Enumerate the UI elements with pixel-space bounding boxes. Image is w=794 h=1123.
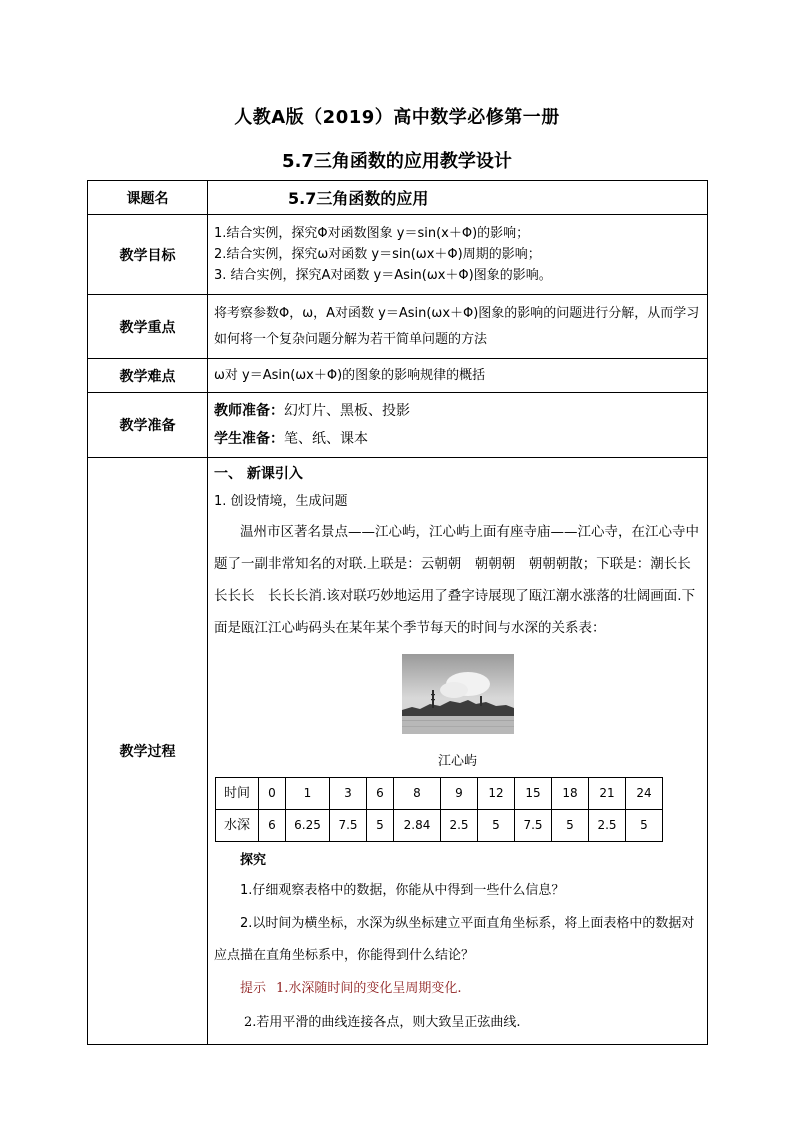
teacher-prep-text: 幻灯片、黑板、投影	[284, 403, 410, 419]
student-prep-text: 笔、纸、课本	[284, 431, 368, 447]
time-cell: 6	[367, 778, 394, 810]
goal-item: 1.结合实例，探究Φ对函数图象 y＝sin(x＋Φ)的影响；	[214, 226, 530, 241]
row-label-time: 时间	[216, 778, 259, 810]
difficulty-text: ω对 y＝Asin(ωx＋Φ)的图象的影响规律的概括	[214, 368, 486, 383]
focus-cell	[208, 295, 708, 359]
depth-cell: 2.5	[441, 810, 478, 842]
explore-title: 探究	[240, 853, 267, 868]
row-focus	[88, 295, 708, 359]
difficulty-cell	[208, 359, 708, 393]
row-label-depth: 水深	[216, 810, 259, 842]
document-subtitle: 5.7三角函数的应用教学设计	[282, 151, 512, 172]
prep-cell	[208, 393, 708, 458]
time-cell: 3	[330, 778, 367, 810]
intro-paragraph: 温州市区著名景点——江心屿，江心屿上面有座寺庙——江心寺，在江心寺中题了一副非常知名的对联.上联是：云朝朝 朝朝朝 朝朝朝散；下联是：潮长长 长长长 长长长消.该对联巧妙地运用了叠字诗展现了瓯江潮水涨落的壮阔画面.下面是瓯江江心屿码头在某年某个季节每天的时间与水深的关系表：	[214, 524, 705, 636]
row-topic	[88, 181, 708, 215]
depth-cell: 5	[367, 810, 394, 842]
topic-cell	[208, 181, 708, 215]
depth-cell: 5	[552, 810, 589, 842]
student-prep	[214, 425, 701, 453]
teacher-prep	[214, 397, 701, 425]
label-process: 教学过程	[88, 458, 208, 1045]
time-cell: 1	[286, 778, 330, 810]
hint-line-1	[214, 972, 701, 1006]
row-prep	[88, 393, 708, 458]
time-cell: 18	[552, 778, 589, 810]
photo-caption: 江心屿	[437, 754, 477, 769]
jiangxin-island-photo	[402, 654, 514, 734]
time-cell: 9	[441, 778, 478, 810]
water-depth-table	[215, 777, 663, 842]
lesson-plan-table	[87, 180, 708, 1045]
time-cell: 15	[515, 778, 552, 810]
hint-2: 2.若用平滑的曲线连接各点，则大致呈正弦曲线.	[244, 1015, 521, 1030]
depth-cell: 5	[478, 810, 515, 842]
depth-cell: 7.5	[330, 810, 367, 842]
process-cell	[208, 458, 708, 1045]
time-cell: 24	[626, 778, 663, 810]
label-focus: 教学重点	[88, 295, 208, 359]
photo-container	[214, 654, 701, 742]
step-heading: 1. 创设情境，生成问题	[214, 494, 348, 509]
row-process	[88, 458, 708, 1045]
label-prep: 教学准备	[88, 393, 208, 458]
depth-cell: 7.5	[515, 810, 552, 842]
goal-item: 2.结合实例，探究ω对函数 y＝sin(ωx＋Φ)周期的影响；	[214, 247, 541, 262]
section-heading: 一、 新课引入	[214, 466, 303, 482]
student-prep-label: 学生准备：	[214, 431, 284, 447]
teacher-prep-label: 教师准备：	[214, 403, 284, 419]
time-cell: 0	[259, 778, 286, 810]
time-cell: 8	[394, 778, 441, 810]
label-difficulty: 教学难点	[88, 359, 208, 393]
goal-item: 3. 结合实例，探究A对函数 y＝Asin(ωx＋Φ)图象的影响。	[214, 268, 552, 283]
goals-cell	[208, 215, 708, 295]
depth-cell: 5	[626, 810, 663, 842]
depth-cell: 6.25	[286, 810, 330, 842]
focus-text: 将考察参数Φ，ω，A对函数 y＝Asin(ωx＋Φ)图象的影响的问题进行分解，从而学习如何将一个复杂问题分解为若干简单问题的方法	[214, 305, 700, 347]
row-difficulty	[88, 359, 708, 393]
topic-value: 5.7三角函数的应用	[288, 189, 429, 208]
label-topic: 课题名	[88, 181, 208, 215]
time-cell: 12	[478, 778, 515, 810]
document-title: 人教A版（2019）高中数学必修第一册	[234, 107, 560, 128]
label-goals: 教学目标	[88, 215, 208, 295]
depth-cell: 2.84	[394, 810, 441, 842]
time-row	[216, 778, 663, 810]
depth-cell: 2.5	[589, 810, 626, 842]
depth-cell: 6	[259, 810, 286, 842]
time-cell: 21	[589, 778, 626, 810]
question-1: 1.仔细观察表格中的数据，你能从中得到一些什么信息？	[240, 883, 565, 898]
hint-1: 1.水深随时间的变化呈周期变化.	[276, 981, 462, 996]
hint-label: 提示	[240, 981, 267, 996]
question-2: 2.以时间为横坐标，水深为纵坐标建立平面直角坐标系，将上面表格中的数据对应点描在直角坐标系中，你能得到什么结论？	[214, 916, 695, 963]
depth-row	[216, 810, 663, 842]
row-goals	[88, 215, 708, 295]
